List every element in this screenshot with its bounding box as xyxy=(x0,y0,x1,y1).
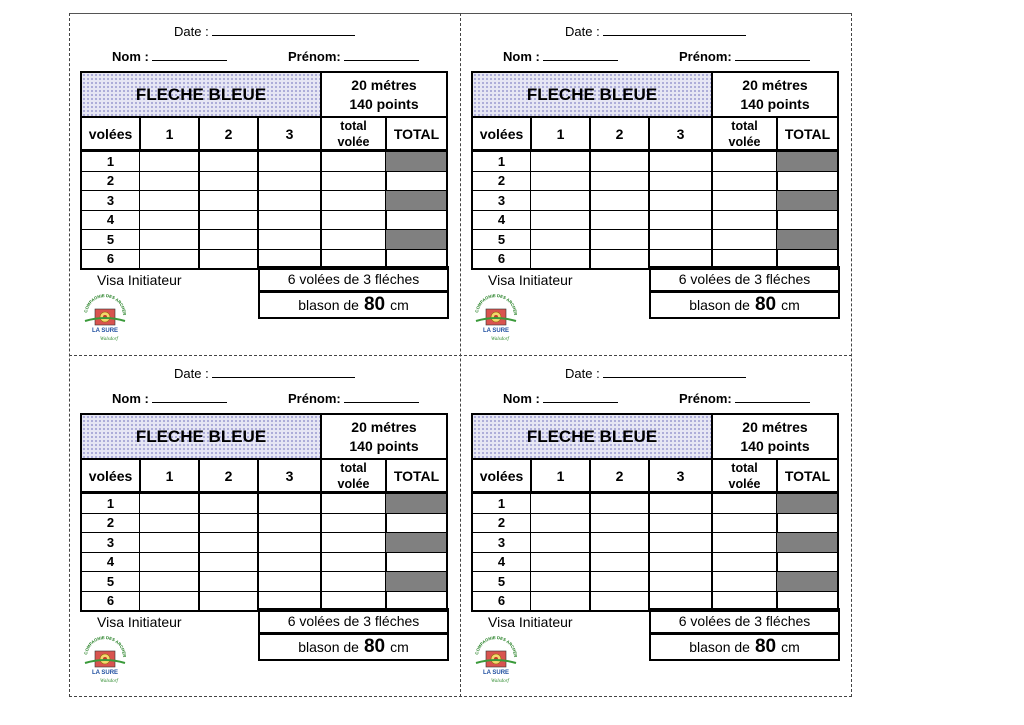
score-cell[interactable] xyxy=(320,151,387,172)
score-cell[interactable] xyxy=(711,190,778,211)
score-card xyxy=(69,355,460,697)
score-cell[interactable] xyxy=(320,552,387,573)
score-cell[interactable] xyxy=(257,532,322,553)
row-number: 2 xyxy=(80,513,140,534)
nom-line[interactable] xyxy=(152,49,227,61)
score-cell[interactable] xyxy=(648,151,713,172)
distance: 20 métres xyxy=(742,418,808,435)
score-cell[interactable] xyxy=(530,171,591,192)
score-cell[interactable] xyxy=(711,210,778,231)
club-logo xyxy=(79,633,131,685)
visa-initiateur: Visa Initiateur xyxy=(488,272,573,288)
row-number: 5 xyxy=(471,571,531,592)
score-cell[interactable] xyxy=(711,171,778,192)
header-col-2: 2 xyxy=(198,116,259,151)
card-title: FLECHE BLEUE xyxy=(80,71,322,118)
total-cell[interactable] xyxy=(385,513,448,534)
score-card xyxy=(460,13,851,355)
score-cell[interactable] xyxy=(711,571,778,592)
row-number: 1 xyxy=(80,493,140,514)
score-cell[interactable] xyxy=(139,151,200,172)
header-col-total: TOTAL xyxy=(385,458,448,493)
score-cell[interactable] xyxy=(589,591,650,612)
blason-info xyxy=(258,633,449,661)
prenom-label: Prénom: xyxy=(679,49,732,64)
score-cell[interactable] xyxy=(589,532,650,553)
score-cell[interactable] xyxy=(648,493,713,514)
row-number: 4 xyxy=(80,210,140,231)
distance-box xyxy=(711,71,839,118)
score-card xyxy=(460,355,851,697)
score-cell[interactable] xyxy=(530,552,591,573)
score-cell[interactable] xyxy=(530,571,591,592)
score-cell[interactable] xyxy=(198,571,259,592)
total-cell[interactable] xyxy=(776,571,839,592)
header-total-volee-line2: volée xyxy=(728,476,761,491)
blason-size: 80 xyxy=(363,636,386,657)
score-cell[interactable] xyxy=(530,249,591,270)
distance-box xyxy=(711,413,839,460)
header-total-volee xyxy=(320,458,387,493)
prenom-field[interactable] xyxy=(679,391,810,406)
points: 140 points xyxy=(740,95,810,112)
logo-town: Walsdorf xyxy=(491,679,509,684)
row-number: 3 xyxy=(80,190,140,211)
points: 140 points xyxy=(349,437,419,454)
blason-prefix: blason de xyxy=(689,297,750,313)
row-number: 3 xyxy=(471,190,531,211)
score-cell[interactable] xyxy=(257,493,322,514)
row-number: 6 xyxy=(471,591,531,612)
volees-info: 6 volées de 3 fléches xyxy=(258,608,449,633)
row-number: 1 xyxy=(80,151,140,172)
row-number: 6 xyxy=(471,249,531,270)
score-cell[interactable] xyxy=(589,249,650,270)
nom-line[interactable] xyxy=(543,391,618,403)
nom-field[interactable] xyxy=(112,391,227,406)
logo-arc-text: COMPAGNIE DES ARCHER xyxy=(83,292,128,316)
prenom-field[interactable] xyxy=(288,49,419,64)
nom-field[interactable] xyxy=(503,391,618,406)
score-cell[interactable] xyxy=(139,513,200,534)
nom-label: Nom : xyxy=(503,391,540,406)
row-number: 6 xyxy=(80,591,140,612)
score-cell[interactable] xyxy=(320,229,387,250)
card-title: FLECHE BLEUE xyxy=(471,71,713,118)
score-cell[interactable] xyxy=(589,190,650,211)
score-cell[interactable] xyxy=(530,591,591,612)
score-cell[interactable] xyxy=(139,190,200,211)
date-field[interactable] xyxy=(565,24,746,39)
prenom-field[interactable] xyxy=(679,49,810,64)
score-cell[interactable] xyxy=(198,210,259,231)
distance: 20 métres xyxy=(351,76,417,93)
row-number: 4 xyxy=(471,210,531,231)
score-cell[interactable] xyxy=(589,571,650,592)
score-cell[interactable] xyxy=(648,210,713,231)
visa-initiateur: Visa Initiateur xyxy=(97,272,182,288)
score-cell[interactable] xyxy=(711,532,778,553)
header-col-total: TOTAL xyxy=(385,116,448,151)
nom-line[interactable] xyxy=(152,391,227,403)
total-cell[interactable] xyxy=(776,190,839,211)
score-cell[interactable] xyxy=(711,151,778,172)
nom-field[interactable] xyxy=(112,49,227,64)
header-col-2: 2 xyxy=(589,458,650,493)
header-col-volees: volées xyxy=(80,458,141,493)
distance: 20 métres xyxy=(351,418,417,435)
distance: 20 métres xyxy=(742,76,808,93)
score-cell[interactable] xyxy=(711,229,778,250)
header-col-1: 1 xyxy=(530,116,591,151)
header-col-total: TOTAL xyxy=(776,116,839,151)
score-cell[interactable] xyxy=(198,591,259,612)
score-cell[interactable] xyxy=(257,210,322,231)
header-col-volees: volées xyxy=(80,116,141,151)
score-cell[interactable] xyxy=(648,190,713,211)
nom-label: Nom : xyxy=(112,391,149,406)
header-col-3: 3 xyxy=(648,116,713,151)
score-cell[interactable] xyxy=(139,210,200,231)
date-line[interactable] xyxy=(603,366,746,378)
score-cell[interactable] xyxy=(198,229,259,250)
points: 140 points xyxy=(349,95,419,112)
club-logo xyxy=(79,291,131,343)
score-cell[interactable] xyxy=(589,171,650,192)
total-cell[interactable] xyxy=(776,552,839,573)
score-cell[interactable] xyxy=(589,552,650,573)
score-cell[interactable] xyxy=(198,190,259,211)
card-title: FLECHE BLEUE xyxy=(471,413,713,460)
total-cell[interactable] xyxy=(776,151,839,172)
row-number: 4 xyxy=(471,552,531,573)
logo-town: Walsdorf xyxy=(491,337,509,342)
nom-field[interactable] xyxy=(503,49,618,64)
logo-town: Walsdorf xyxy=(100,337,118,342)
score-cell[interactable] xyxy=(320,513,387,534)
date-field[interactable] xyxy=(565,366,746,381)
logo-arc-text: COMPAGNIE DES ARCHER xyxy=(474,292,519,316)
date-label: Date : xyxy=(565,366,600,381)
score-cell[interactable] xyxy=(648,229,713,250)
score-cell[interactable] xyxy=(198,493,259,514)
total-cell[interactable] xyxy=(776,171,839,192)
score-cell[interactable] xyxy=(589,493,650,514)
blason-prefix: blason de xyxy=(298,639,359,655)
score-cell[interactable] xyxy=(198,552,259,573)
visa-initiateur: Visa Initiateur xyxy=(488,614,573,630)
card-title: FLECHE BLEUE xyxy=(80,413,322,460)
date-line[interactable] xyxy=(603,24,746,36)
blason-unit: cm xyxy=(781,297,800,313)
prenom-line[interactable] xyxy=(735,391,810,403)
header-col-2: 2 xyxy=(589,116,650,151)
total-cell[interactable] xyxy=(776,229,839,250)
score-cell[interactable] xyxy=(711,552,778,573)
logo-club-name: LA SURE xyxy=(91,670,119,676)
score-cell[interactable] xyxy=(530,532,591,553)
blason-unit: cm xyxy=(781,639,800,655)
score-table xyxy=(471,71,839,269)
score-cell[interactable] xyxy=(589,229,650,250)
score-cell[interactable] xyxy=(257,513,322,534)
header-total-volee-line1: total xyxy=(731,118,758,133)
score-cell[interactable] xyxy=(530,210,591,231)
row-number: 2 xyxy=(471,171,531,192)
header-col-1: 1 xyxy=(139,458,200,493)
blason-info xyxy=(649,633,840,661)
club-logo xyxy=(470,291,522,343)
header-col-volees: volées xyxy=(471,116,532,151)
nom-label: Nom : xyxy=(503,49,540,64)
score-cell[interactable] xyxy=(139,571,200,592)
score-cell[interactable] xyxy=(139,229,200,250)
score-cell[interactable] xyxy=(320,171,387,192)
score-table xyxy=(80,71,448,269)
header-col-3: 3 xyxy=(257,116,322,151)
header-col-3: 3 xyxy=(257,458,322,493)
volees-info: 6 volées de 3 fléches xyxy=(649,266,840,291)
score-cell[interactable] xyxy=(320,571,387,592)
score-cell[interactable] xyxy=(139,493,200,514)
score-cell[interactable] xyxy=(139,552,200,573)
logo-club-name: LA SURE xyxy=(482,328,510,334)
score-cell[interactable] xyxy=(589,513,650,534)
row-number: 6 xyxy=(80,249,140,270)
score-cell[interactable] xyxy=(648,532,713,553)
total-cell[interactable] xyxy=(385,151,448,172)
score-cell[interactable] xyxy=(320,190,387,211)
header-col-volees: volées xyxy=(471,458,532,493)
row-number: 3 xyxy=(471,532,531,553)
prenom-label: Prénom: xyxy=(679,391,732,406)
row-number: 1 xyxy=(471,493,531,514)
nom-label: Nom : xyxy=(112,49,149,64)
blason-size: 80 xyxy=(363,294,386,315)
score-cell[interactable] xyxy=(257,151,322,172)
prenom-field[interactable] xyxy=(288,391,419,406)
score-cell[interactable] xyxy=(257,229,322,250)
row-number: 5 xyxy=(80,229,140,250)
header-total-volee-line1: total xyxy=(340,118,367,133)
visa-initiateur: Visa Initiateur xyxy=(97,614,182,630)
score-cell[interactable] xyxy=(530,190,591,211)
total-cell[interactable] xyxy=(385,229,448,250)
score-cell[interactable] xyxy=(139,532,200,553)
score-cell[interactable] xyxy=(198,532,259,553)
score-cell[interactable] xyxy=(320,532,387,553)
score-cell[interactable] xyxy=(257,171,322,192)
score-cell[interactable] xyxy=(139,171,200,192)
logo-arc-text: COMPAGNIE DES ARCHER xyxy=(474,634,519,658)
score-cell[interactable] xyxy=(257,571,322,592)
date-line[interactable] xyxy=(212,24,355,36)
blason-info xyxy=(649,291,840,319)
nom-line[interactable] xyxy=(543,49,618,61)
row-number: 1 xyxy=(471,151,531,172)
club-logo xyxy=(470,633,522,685)
blason-unit: cm xyxy=(390,297,409,313)
score-cell[interactable] xyxy=(530,151,591,172)
row-number: 2 xyxy=(471,513,531,534)
total-cell[interactable] xyxy=(385,190,448,211)
logo-club-name: LA SURE xyxy=(482,670,510,676)
prenom-line[interactable] xyxy=(344,391,419,403)
logo-town: Walsdorf xyxy=(100,679,118,684)
score-cell[interactable] xyxy=(320,210,387,231)
header-total-volee-line1: total xyxy=(340,460,367,475)
blason-size: 80 xyxy=(754,636,777,657)
score-cell[interactable] xyxy=(257,552,322,573)
prenom-line[interactable] xyxy=(344,49,419,61)
header-total-volee xyxy=(711,458,778,493)
total-cell[interactable] xyxy=(385,493,448,514)
score-card xyxy=(69,13,460,355)
score-cell[interactable] xyxy=(198,171,259,192)
header-total-volee-line2: volée xyxy=(337,476,370,491)
score-cell[interactable] xyxy=(198,151,259,172)
header-col-1: 1 xyxy=(530,458,591,493)
header-total-volee-line2: volée xyxy=(337,134,370,149)
date-label: Date : xyxy=(565,24,600,39)
blason-unit: cm xyxy=(390,639,409,655)
date-line[interactable] xyxy=(212,366,355,378)
score-cell[interactable] xyxy=(648,171,713,192)
score-cell[interactable] xyxy=(648,552,713,573)
prenom-line[interactable] xyxy=(735,49,810,61)
score-cell[interactable] xyxy=(530,493,591,514)
date-label: Date : xyxy=(174,24,209,39)
score-cell[interactable] xyxy=(198,249,259,270)
total-cell[interactable] xyxy=(776,532,839,553)
logo-club-name: LA SURE xyxy=(91,328,119,334)
score-cell[interactable] xyxy=(257,190,322,211)
score-cell[interactable] xyxy=(648,513,713,534)
row-number: 5 xyxy=(80,571,140,592)
score-cell[interactable] xyxy=(589,210,650,231)
score-cell[interactable] xyxy=(320,493,387,514)
score-cell[interactable] xyxy=(530,513,591,534)
date-field[interactable] xyxy=(174,24,355,39)
score-cell[interactable] xyxy=(589,151,650,172)
date-field[interactable] xyxy=(174,366,355,381)
prenom-label: Prénom: xyxy=(288,391,341,406)
volees-info: 6 volées de 3 fléches xyxy=(258,266,449,291)
score-cell[interactable] xyxy=(139,249,200,270)
blason-prefix: blason de xyxy=(298,297,359,313)
score-cell[interactable] xyxy=(530,229,591,250)
score-cell[interactable] xyxy=(139,591,200,612)
header-total-volee xyxy=(320,116,387,151)
date-label: Date : xyxy=(174,366,209,381)
total-cell[interactable] xyxy=(776,210,839,231)
score-cell[interactable] xyxy=(711,513,778,534)
row-number: 2 xyxy=(80,171,140,192)
distance-box xyxy=(320,413,448,460)
header-total-volee-line2: volée xyxy=(728,134,761,149)
score-table xyxy=(471,413,839,611)
row-number: 5 xyxy=(471,229,531,250)
score-cell[interactable] xyxy=(648,571,713,592)
header-col-1: 1 xyxy=(139,116,200,151)
header-col-3: 3 xyxy=(648,458,713,493)
total-cell[interactable] xyxy=(776,513,839,534)
row-number: 4 xyxy=(80,552,140,573)
score-table xyxy=(80,413,448,611)
total-cell[interactable] xyxy=(385,210,448,231)
points: 140 points xyxy=(740,437,810,454)
total-cell[interactable] xyxy=(385,552,448,573)
logo-arc-text: COMPAGNIE DES ARCHER xyxy=(83,634,128,658)
total-cell[interactable] xyxy=(385,171,448,192)
total-cell[interactable] xyxy=(385,571,448,592)
blason-prefix: blason de xyxy=(689,639,750,655)
header-col-2: 2 xyxy=(198,458,259,493)
header-total-volee-line1: total xyxy=(731,460,758,475)
row-number: 3 xyxy=(80,532,140,553)
header-total-volee xyxy=(711,116,778,151)
total-cell[interactable] xyxy=(385,532,448,553)
header-col-total: TOTAL xyxy=(776,458,839,493)
score-cell[interactable] xyxy=(198,513,259,534)
blason-size: 80 xyxy=(754,294,777,315)
score-cell[interactable] xyxy=(711,493,778,514)
distance-box xyxy=(320,71,448,118)
total-cell[interactable] xyxy=(776,493,839,514)
prenom-label: Prénom: xyxy=(288,49,341,64)
volees-info: 6 volées de 3 fléches xyxy=(649,608,840,633)
blason-info xyxy=(258,291,449,319)
